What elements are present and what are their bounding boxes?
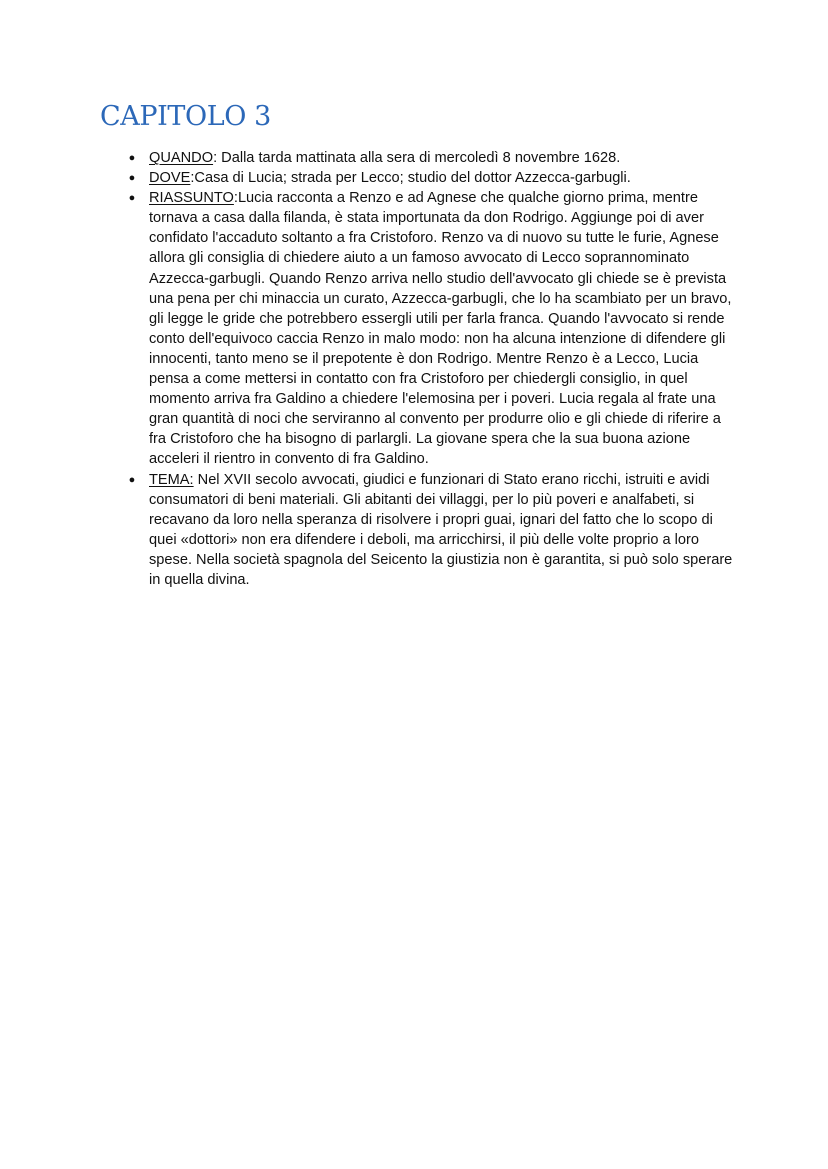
item-label: DOVE <box>149 170 191 187</box>
item-text: Nel XVII secolo avvocati, giudici e funzionari di Stato erano ricchi, istruiti e avidi consumatori di beni materiali. Gli abitanti dei villaggi, per lo più poveri e analfabeti, si recavano da loro nella speranza di risolvere i propri guai, ignari del fatto che lo scopo di quei «dottori» non era difendere i deboli, ma arricchirsi, il più delle volte proprio a loro spese. Nella società spagnola del Seicento la giustizia non è garantita, si può solo sperare in quella divina. <box>149 471 733 588</box>
bullet-icon: ● <box>128 192 136 205</box>
item-text: :Casa di Lucia; strada per Lecco; studio del dottor Azzecca-garbugli. <box>190 170 631 187</box>
item-label: TEMA: <box>149 471 194 488</box>
list-item-tema <box>127 470 739 591</box>
list-item-riassunto <box>127 188 739 469</box>
item-label: RIASSUNTO <box>149 190 234 207</box>
page-title: CAPITOLO 3 <box>100 101 271 132</box>
list-item-quando <box>127 148 739 168</box>
bullet-icon: ● <box>128 473 136 486</box>
item-text: : Dalla tarda mattinata alla sera di mercoledì 8 novembre 1628. <box>213 150 621 166</box>
bullet-icon: ● <box>128 172 136 185</box>
bullet-icon: ● <box>128 152 136 164</box>
item-label: QUANDO <box>149 150 214 166</box>
list-item-dove <box>127 168 739 188</box>
chapter-summary-list <box>127 148 739 590</box>
item-text: :Lucia racconta a Renzo e ad Agnese che qualche giorno prima, mentre tornava a casa dalla filanda, è stata importunata da don Rodrigo. Aggiunge poi di aver confidato l'accaduto soltanto a fra Cristoforo. Renzo va di nuovo su tutte le furie, Agnese allora gli consiglia di chiedere aiuto a un famoso avvocato di Lecco soprannominato Azzecca-garbugli. Quando Renzo arriva nello studio dell'avvocato gli chiede se è prevista una pena per chi minaccia un curato, Azzecca-garbugli, che lo ha scambiato per un bravo, gli legge le gride che potrebbero essergli utili per farla franca. Quando l'avvocato si rende conto dell'equivoco caccia Renzo in malo modo: non ha alcuna intenzione di difendere gli innocenti, tanto meno se il prepotente è don Rodrigo. Mentre Renzo è a Lecco, Lucia pensa a come mettersi in contatto con fra Cristoforo per chiedergli consiglio, in quel momento arriva fra Galdino a chiedere l'elemosina per i poveri. Lucia regala al frate una gran quantità di noci che serviranno al convento per produrre olio e gli chiede di riferire a fra Cristoforo che ha bisogno di parlargli. La giovane spera che la sua buona azione acceleri il rientro in convento di fra Galdino. <box>149 190 732 468</box>
